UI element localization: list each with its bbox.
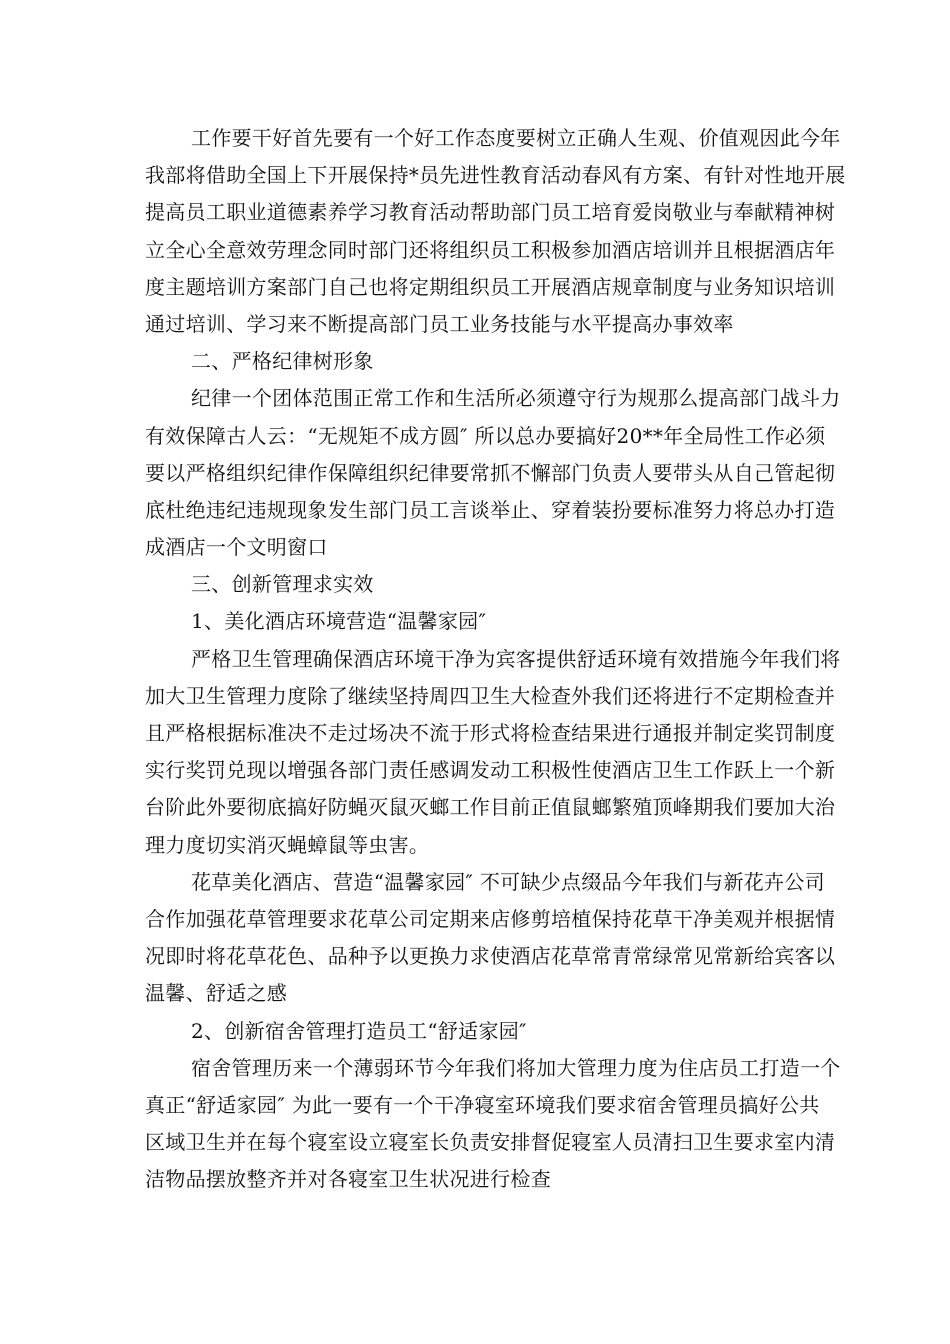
text-line: 加大卫生管理力度除了继续坚持周四卫生大检查外我们还将进行不定期检查并: [145, 683, 836, 708]
subsection-heading: 2、创新宿舍管理打造员工“舒适家园″: [191, 1018, 527, 1043]
text-line: 纪律一个团体范围正常工作和生活所必须遵守行为规那么提高部门战斗力: [191, 386, 841, 411]
text-line: 立全心全意效劳理念同时部门还将组织员工积极参加酒店培训并且根据酒店年: [145, 237, 836, 262]
section-heading: 三、创新管理求实效: [191, 572, 374, 597]
document-body: [145, 120, 846, 1198]
text-line: 有效保障古人云：“无规矩不成方圆″ 所以总办要搞好20**年全局性工作必须: [145, 423, 826, 448]
text-line: 提高员工职业道德素养学习教育活动帮助部门员工培育爱岗敬业与奉献精神树: [145, 200, 836, 225]
text-line: 理力度切实消灭蝇蟑鼠等虫害。: [145, 832, 430, 857]
text-line: 花草美化酒店、营造“温馨家园″ 不可缺少点缀品今年我们与新花卉公司: [191, 869, 825, 894]
text-line: 底杜绝违纪违规现象发生部门员工言谈举止、穿着装扮要标准努力将总办打造: [145, 497, 836, 522]
text-line: 温馨、舒适之感: [145, 981, 288, 1006]
text-line: 工作要干好首先要有一个好工作态度要树立正确人生观、价值观因此今年: [191, 126, 841, 150]
text-line: 况即时将花草花色、品种予以更换力求使酒店花草常青常绿常见常新给宾客以: [145, 944, 836, 969]
text-line: 通过培训、学习来不断提高部门员工业务技能与水平提高办事效率: [145, 311, 734, 336]
text-line: 宿舍管理历来一个薄弱环节今年我们将加大管理力度为住店员工打造一个: [191, 1055, 841, 1080]
text-line: 要以严格组织纪律作保障组织纪律要常抓不懈部门负责人要带头从自己管起彻: [145, 460, 836, 485]
text-line: 成酒店一个文明窗口: [145, 535, 328, 560]
text-line: 实行奖罚兑现以增强各部门责任感调发动工积极性使酒店卫生工作跃上一个新: [145, 758, 836, 783]
text-line: 严格卫生管理确保酒店环境干净为宾客提供舒适环境有效措施今年我们将: [191, 646, 841, 671]
text-line: 台阶此外要彻底搞好防蝇灭鼠灭螂工作目前正值鼠螂繁殖顶峰期我们要加大治: [145, 795, 836, 820]
text-line: 真正“舒适家园″ 为此一要有一个干净寝室环境我们要求宿舍管理员搞好公共: [145, 1092, 820, 1117]
text-line: 洁物品摆放整齐并对各寝室卫生状况进行检查: [145, 1167, 551, 1192]
text-line: 且严格根据标准决不走过场决不流于形式将检查结果进行通报并制定奖罚制度: [145, 721, 836, 745]
text-line: 我部将借助全国上下开展保持*员先进性教育活动春风有方案、有针对性地开展: [145, 163, 846, 188]
text-line: 度主题培训方案部门自己也将定期组织员工开展酒店规章制度与业务知识培训: [145, 274, 836, 299]
text-line: 区域卫生并在每个寝室设立寝室长负责安排督促寝室人员清扫卫生要求室内清: [145, 1130, 836, 1155]
subsection-heading: 1、美化酒店环境营造“温馨家园″: [191, 609, 487, 634]
text-line: 合作加强花草管理要求花草公司定期来店修剪培植保持花草干净美观并根据情: [145, 906, 836, 931]
section-heading: 二、严格纪律树形象: [191, 349, 374, 374]
